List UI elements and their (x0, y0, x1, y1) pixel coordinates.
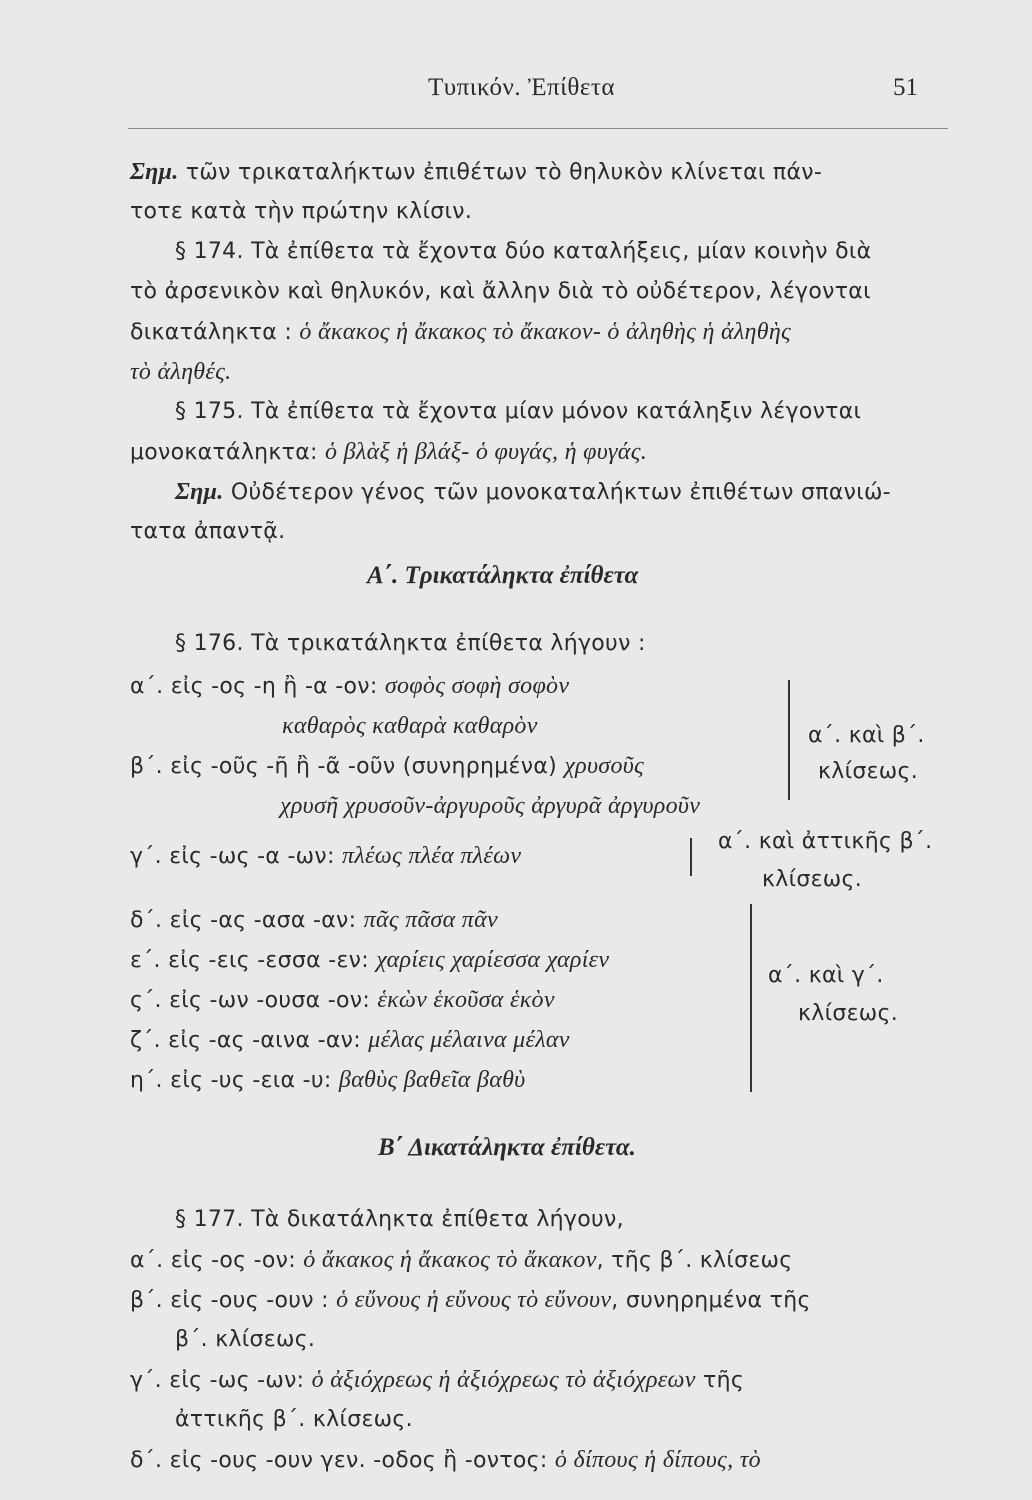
text-line: § 177. Τὰ δικατάληκτα ἐπίθετα λήγουν, (175, 1207, 624, 1232)
text-line: β΄. εἰς -ους -ουν : ὁ εὔνους ἡ εὔνους τὸ εὔνουν, συνηρημένα τῆς (130, 1287, 811, 1313)
section-heading-b: Β΄ Δικατάληκτα ἐπίθετα. (378, 1134, 636, 1161)
side-note: α΄. καὶ γ΄. (768, 963, 884, 988)
text-line: § 175. Τὰ ἐπίθετα τὰ ἔχοντα μίαν μόνον κατάληξιν λέγονται (175, 399, 862, 424)
text-line: ζ΄. εἰς -ας -αινα -αν: μέλας μέλαινα μέλαν (130, 1027, 570, 1053)
text-line: Σημ. τῶν τρικαταλήκτων ἐπιθέτων τὸ θηλυκὸν κλίνεται πάν- (130, 159, 823, 185)
text-line: § 174. Τὰ ἐπίθετα τὰ ἔχοντα δύο καταλήξεις, μίαν κοινὴν διὰ (175, 239, 872, 264)
text-line: Σημ. Οὐδέτερον γένος τῶν μονοκαταλήκτων ἐπιθέτων σπανιώ- (175, 479, 891, 505)
text-line: η΄. εἰς -υς -εια -υ: βαθὺς βαθεῖα βαθὺ (130, 1067, 526, 1093)
page-header (0, 74, 1032, 114)
text-line: δ΄. εἰς -ας -ασα -αν: πᾶς πᾶσα πᾶν (130, 907, 498, 933)
brace (788, 680, 790, 800)
text-line: τοτε κατὰ τὴν πρώτην κλίσιν. (130, 199, 473, 224)
text-line: α΄. εἰς -ος -η ἢ -α -ον: σοφὸς σοφὴ σοφὸν (130, 673, 570, 699)
text-line: τατα ἀπαντᾷ. (130, 519, 286, 544)
side-note: α΄. καὶ ἀττικῆς β΄. (718, 829, 933, 854)
text-line: καθαρὸς καθαρὰ καθαρὸν (282, 713, 538, 739)
page-number: 51 (893, 74, 918, 101)
text-line: δ΄. εἰς -ους -ουν γεν. -οδος ἢ -οντος: ὁ δίπους ἡ δίπους, τὸ (130, 1447, 761, 1473)
text-line: γ΄. εἰς -ως -α -ων: πλέως πλέα πλέων (130, 843, 522, 869)
running-title: Τυπικόν. Ἐπίθετα (428, 74, 616, 101)
text-line: ς΄. εἰς -ων -ουσα -ον: ἑκὼν ἑκοῦσα ἑκὸν (130, 987, 555, 1013)
text-line: ἀττικῆς β΄. κλίσεως. (175, 1407, 413, 1432)
text-line: α΄. εἰς -ος -ον: ὁ ἄκακος ἡ ἄκακος τὸ ἄκακον, τῆς β΄. κλίσεως (130, 1247, 793, 1273)
side-note: κλίσεως. (798, 1001, 898, 1026)
text-line: τὸ ἀληθές. (130, 359, 232, 385)
text-line: χρυσῆ χρυσοῦν-ἀργυροῦς ἀργυρᾶ ἀργυροῦν (280, 793, 701, 819)
text-line: τὸ ἀρσενικὸν καὶ θηλυκόν, καὶ ἄλλην διὰ τὸ οὐδέτερον, λέγονται (130, 279, 871, 304)
text-line: δικατάληκτα : ὁ ἄκακος ἡ ἄκακος τὸ ἄκακον- ὁ ἀληθὴς ἡ ἀληθὴς (130, 319, 792, 345)
header-rule (128, 128, 948, 129)
brace (750, 904, 752, 1092)
side-note: α΄. καὶ β΄. (808, 723, 925, 748)
text-line: μονοκατάληκτα: ὁ βλὰξ ἡ βλάξ- ὁ φυγάς, ἡ φυγάς. (130, 439, 648, 465)
section-heading-a: Α΄. Τρικατάληκτα ἐπίθετα (367, 562, 639, 589)
side-note: κλίσεως. (818, 759, 918, 784)
text-line: ε΄. εἰς -εις -εσσα -εν: χαρίεις χαρίεσσα χαρίεν (130, 947, 610, 973)
side-note: κλίσεως. (762, 867, 862, 892)
text-line: β΄. κλίσεως. (175, 1327, 316, 1352)
brace (690, 838, 692, 876)
text-line: γ΄. εἰς -ως -ων: ὁ ἀξιόχρεως ἡ ἀξιόχρεως τὸ ἀξιόχρεων τῆς (130, 1367, 745, 1393)
text-line: β΄. εἰς -οῦς -ῆ ἢ -ᾶ -οῦν (συνηρημένα) χρυσοῦς (130, 753, 645, 779)
text-line: § 176. Τὰ τρικατάληκτα ἐπίθετα λήγουν : (175, 631, 646, 656)
